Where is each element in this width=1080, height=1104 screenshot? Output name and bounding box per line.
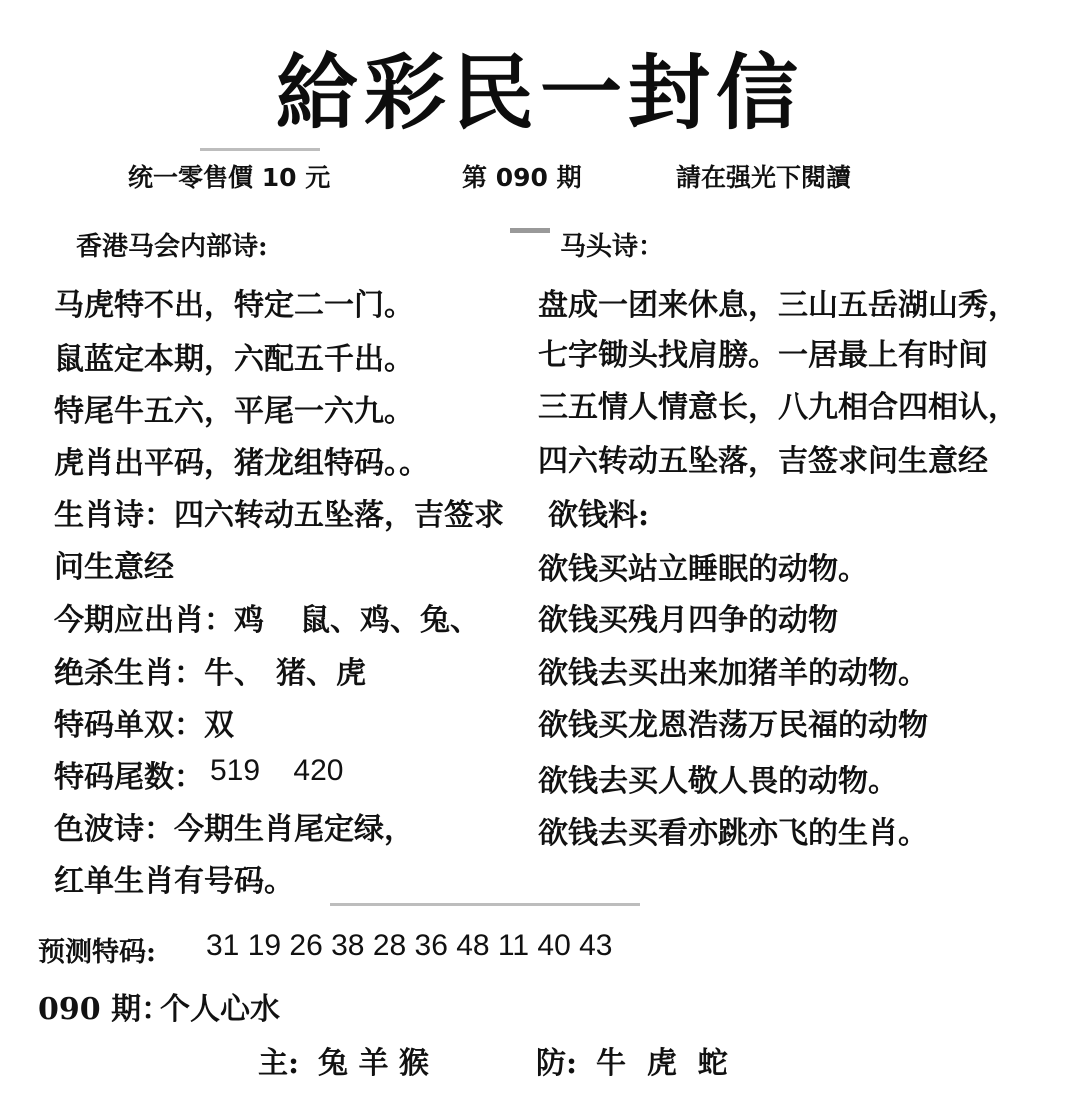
color-poem-line: 红单生肖有号码。 — [54, 864, 294, 899]
guard-label: 防: — [536, 1046, 578, 1081]
main-label: 主: — [258, 1046, 300, 1081]
money-heading: 欲钱料: — [548, 498, 650, 533]
kill-value: 猪、虎 — [276, 656, 366, 691]
money-line: 欲钱去买人敬人畏的动物。 — [538, 764, 898, 799]
scan-noise — [510, 228, 550, 233]
money-line: 欲钱买站立睡眠的动物。 — [538, 552, 868, 587]
reading-notice: 請在强光下閱讀 — [676, 163, 852, 192]
money-line: 欲钱去买看亦跳亦飞的生肖。 — [538, 816, 928, 851]
oddeven-line: 特码单双：双 — [54, 708, 234, 743]
guard-value: 牛 虎 蛇 — [596, 1046, 728, 1081]
issue-pick-value: 个人心水 — [160, 992, 280, 1027]
issue-label: 第 090 期 — [462, 163, 582, 192]
predict-label: 今期应出肖：鸡 — [54, 603, 264, 638]
tail-label: 特码尾数： — [54, 760, 204, 795]
left-line: 鼠蓝定本期，六配五千出。 — [54, 342, 414, 377]
left-line: 生肖诗：四六转动五坠落，吉签求 — [54, 498, 504, 533]
scan-noise — [200, 148, 320, 151]
right-heading: 马头诗： — [560, 232, 665, 262]
tail-values: 519 420 — [210, 754, 344, 787]
scan-noise — [330, 903, 640, 906]
price-label: 统一零售價 10 元 — [128, 163, 331, 192]
color-poem-line: 色波诗：今期生肖尾定绿， — [54, 812, 414, 847]
left-line: 特尾牛五六，平尾一六九。 — [54, 394, 414, 429]
right-line: 盘成一团来休息，三山五岳湖山秀， — [538, 288, 1018, 323]
left-line: 马虎特不出，特定二一门。 — [54, 288, 414, 323]
special-code-label: 预测特码: — [38, 937, 156, 968]
right-line: 七字锄头找肩膀。一居最上有时间 — [538, 338, 988, 373]
money-line: 欲钱去买出来加猪羊的动物。 — [538, 656, 928, 691]
money-line: 欲钱买龙恩浩荡万民福的动物 — [538, 708, 928, 743]
right-line: 三五情人情意长，八九相合四相认， — [538, 390, 1018, 425]
right-line: 四六转动五坠落，吉签求问生意经 — [538, 444, 988, 479]
money-line: 欲钱买残月四争的动物 — [538, 603, 838, 638]
issue-pick-label: 090 期： — [38, 992, 172, 1027]
special-code-numbers: 31 19 26 38 28 36 48 11 40 43 — [206, 929, 613, 962]
main-value: 兔 羊 猴 — [318, 1046, 429, 1081]
page-title: 給彩民一封信 — [275, 46, 804, 141]
predict-value: 鼠、鸡、兔、 — [300, 603, 480, 638]
kill-label: 绝杀生肖：牛、 — [54, 656, 264, 691]
left-line: 问生意经 — [54, 550, 174, 585]
left-heading: 香港马会内部诗: — [76, 232, 268, 262]
left-line: 虎肖出平码，猪龙组特码。。 — [54, 446, 429, 481]
